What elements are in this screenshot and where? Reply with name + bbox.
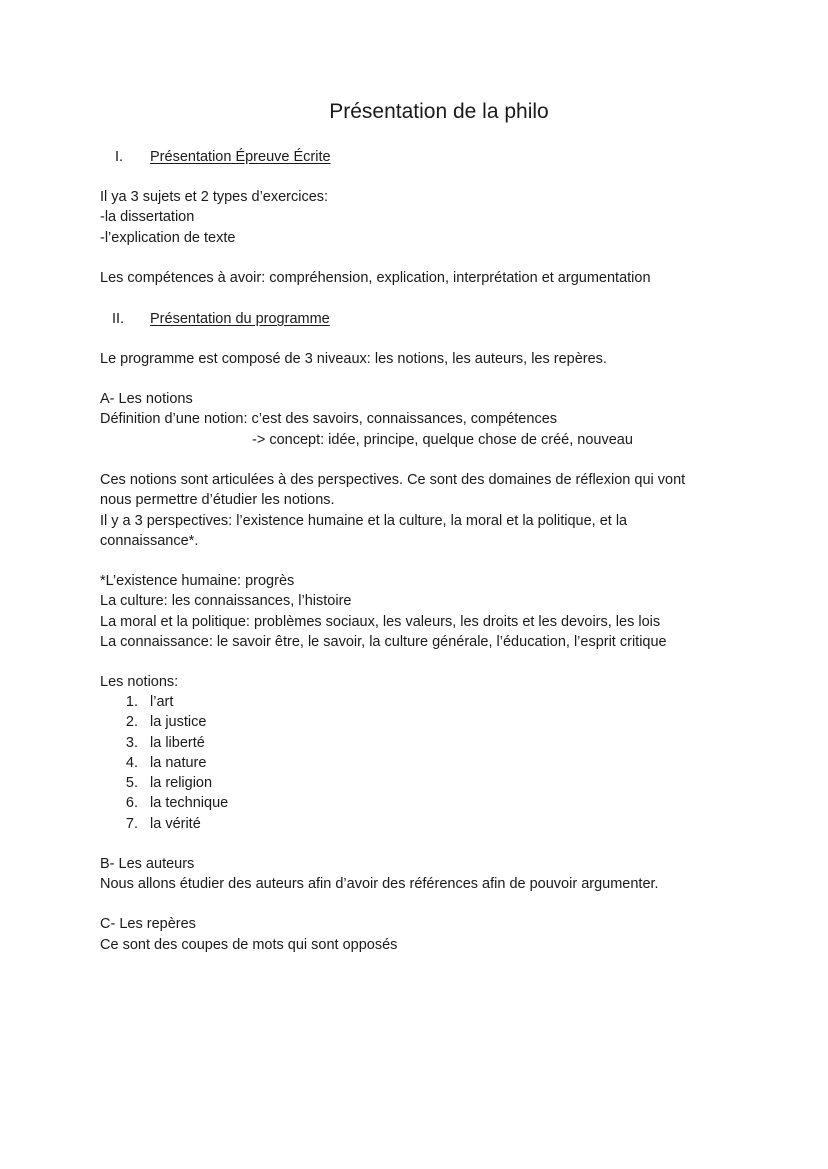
list-item-number: 2. — [125, 714, 138, 730]
list-dissertation: -la dissertation — [100, 209, 195, 225]
paragraph-competences: Les compétences à avoir: compréhension, explication, interprétation et argumentation — [100, 270, 651, 286]
page-title: Présentation de la philo — [329, 100, 549, 123]
list-item-number: 7. — [125, 816, 138, 832]
perspectives-line-4: connaissance*. — [100, 533, 199, 549]
list-item: la technique — [150, 795, 229, 811]
concept-definition: -> concept: idée, principe, quelque chose de créé, nouveau — [252, 432, 633, 448]
culture-line: La culture: les connaissances, l’histoire — [100, 593, 352, 609]
perspectives-line-2: nous permettre d’étudier les notions. — [100, 492, 335, 508]
list-item: la liberté — [150, 735, 205, 751]
perspectives-line-3: Il y a 3 perspectives: l’existence humaine et la culture, la moral et la politique, et la — [100, 513, 628, 529]
connaissance-line: La connaissance: le savoir être, le savoir, la culture générale, l’éducation, l’esprit critique — [100, 634, 667, 650]
existence-line: *L’existence humaine: progrès — [100, 573, 295, 589]
list-item: la nature — [150, 755, 207, 771]
paragraph-programme: Le programme est composé de 3 niveaux: les notions, les auteurs, les repères. — [100, 351, 607, 367]
list-item-number: 6. — [125, 795, 138, 811]
paragraph-subjects: Il ya 3 sujets et 2 types d’exercices: — [100, 189, 329, 205]
notion-definition: Définition d’une notion: c’est des savoirs, connaissances, compétences — [100, 411, 558, 427]
heading-auteurs: B- Les auteurs — [100, 856, 195, 872]
list-item-number: 1. — [125, 694, 138, 710]
section-2-title: Présentation du programme — [150, 311, 330, 327]
list-explication: -l’explication de texte — [100, 230, 236, 246]
list-item: la vérité — [150, 816, 201, 832]
paragraph-reperes: Ce sont des coupes de mots qui sont opposés — [100, 937, 398, 953]
section-1-title: Présentation Épreuve Écrite — [150, 149, 331, 165]
heading-reperes: C- Les repères — [100, 916, 196, 932]
moral-line: La moral et la politique: problèmes sociaux, les valeurs, les droits et les devoirs, les lois — [100, 614, 661, 630]
list-item-number: 4. — [125, 755, 138, 771]
list-item: la justice — [150, 714, 207, 730]
list-item: l’art — [150, 694, 174, 710]
list-item: la religion — [150, 775, 213, 791]
paragraph-auteurs: Nous allons étudier des auteurs afin d’avoir des références afin de pouvoir argumenter. — [100, 876, 659, 892]
heading-notions: A- Les notions — [100, 391, 193, 407]
list-item-number: 3. — [125, 735, 138, 751]
list-item-number: 5. — [125, 775, 138, 791]
perspectives-line-1: Ces notions sont articulées à des perspectives. Ce sont des domaines de réflexion qui vont — [100, 472, 686, 488]
section-1-number: I. — [115, 149, 124, 165]
notions-label: Les notions: — [100, 674, 179, 690]
section-2-number: II. — [112, 311, 125, 327]
